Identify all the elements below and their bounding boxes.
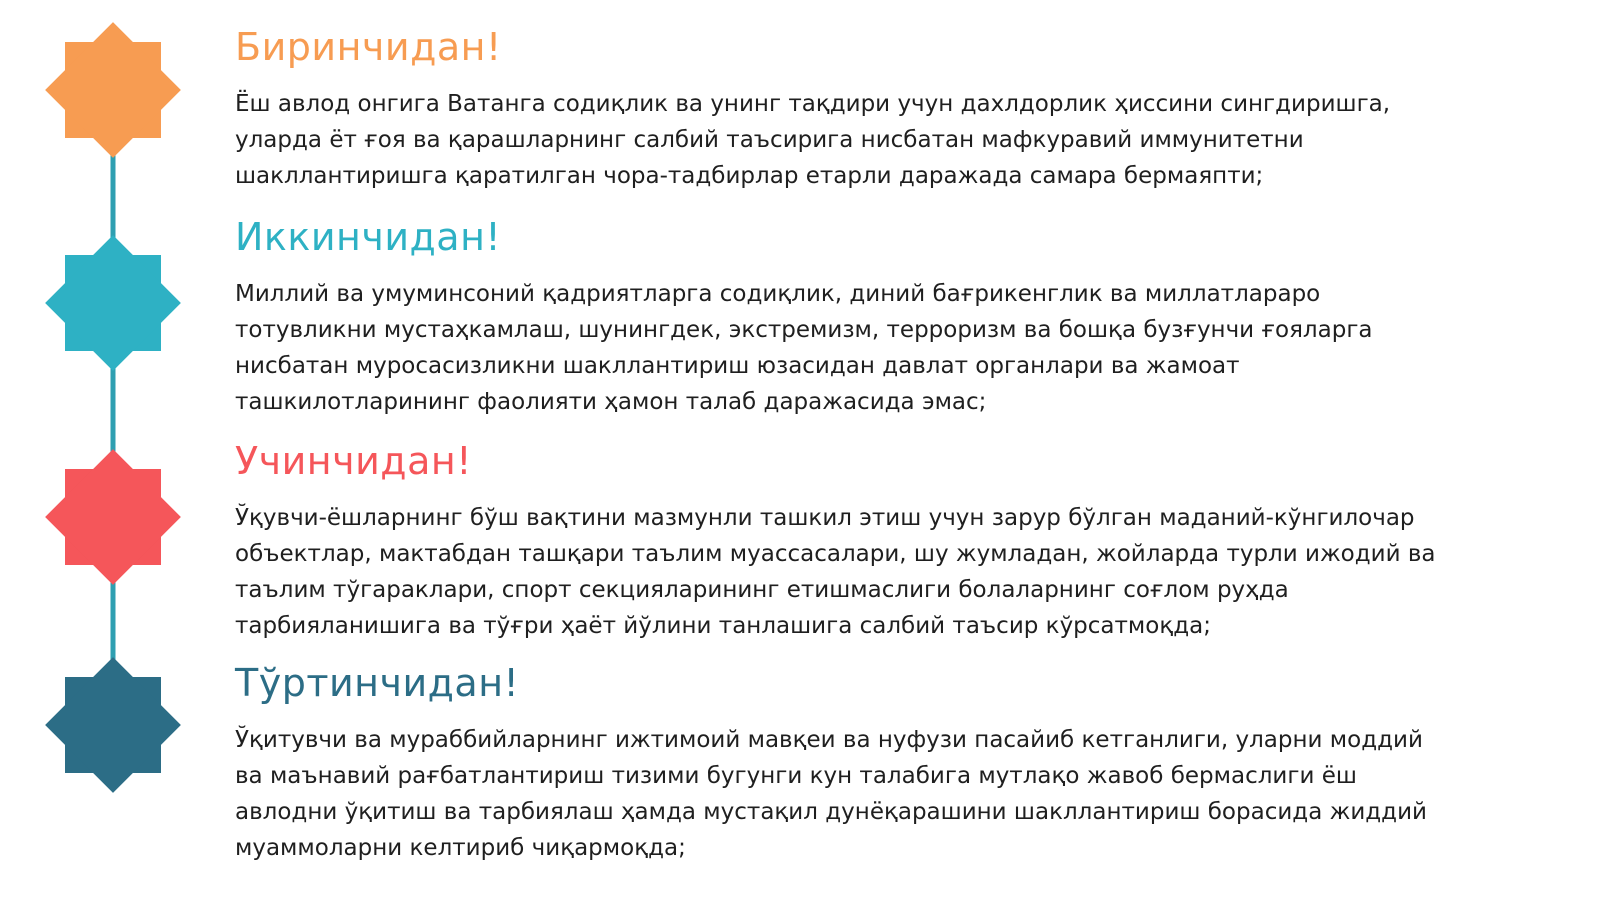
- section-text-first: Ёш авлод онгига Ватанга содиқлик ва унинг тақдири учун дахлдорлик ҳиссини сингдиришга, уларда ёт ғоя ва қарашларнинг салбий таъсирига нисбатан мафкуравий иммунитетни шакллантиришга қаратилган чора-тадбирлар етарли даражада самара бермаяпти;: [235, 91, 1391, 189]
- section-first: [235, 22, 1505, 194]
- section-heading-third: Учинчидан!: [235, 439, 472, 483]
- section-fourth: [235, 658, 1505, 866]
- section-heading-fourth: Тўртинчидан!: [235, 661, 520, 705]
- section-heading-second: Иккинчидан!: [235, 215, 502, 259]
- section-second: [235, 212, 1505, 420]
- section-heading-first: Биринчидан!: [235, 25, 502, 69]
- star-marker-4-icon: [45, 657, 181, 793]
- star-marker-2-icon: [45, 235, 181, 371]
- section-third: [235, 436, 1505, 644]
- section-text-third: Ўқувчи-ёшларнинг бўш вақтини мазмунли ташкил этиш учун зарур бўлган маданий-кўнгилочар объектлар, мактабдан ташқари таълим муассасалари, шу жумладан, жойларда турли ижодий ва таълим тўгараклари, спорт секцияларининг етишмаслиги болаларнинг соғлом руҳда тарбияланишига ва тўғри ҳаёт йўлини танлашига салбий таъсир кўрсатмоқда;: [235, 505, 1436, 639]
- section-text-fourth: Ўқитувчи ва мураббийларнинг ижтимоий мавқеи ва нуфузи пасайиб кетганлиги, уларни моддий ва маънавий рағбатлантириш тизими бугунги кун талабига мутлақо жавоб бермаслиги ёш авлодни ўқитиш ва тарбиялаш ҳамда мустақил дунёқарашини шакллантириш борасида жиддий муаммоларни келтириб чиқармоқда;: [235, 727, 1427, 861]
- section-text-second: Миллий ва умуминсоний қадриятларга содиқлик, диний бағрикенглик ва миллатлараро тотувликни мустаҳкамлаш, шунингдек, экстремизм, терроризм ва бошқа бузғунчи ғояларга нисбатан муросасизликни шакллантириш юзасидан давлат органлари ва жамоат ташкилотларининг фаолияти ҳамон талаб даражасида эмас;: [235, 281, 1373, 415]
- timeline: [0, 0, 220, 899]
- star-marker-1-icon: [45, 22, 181, 158]
- star-marker-3-icon: [45, 449, 181, 585]
